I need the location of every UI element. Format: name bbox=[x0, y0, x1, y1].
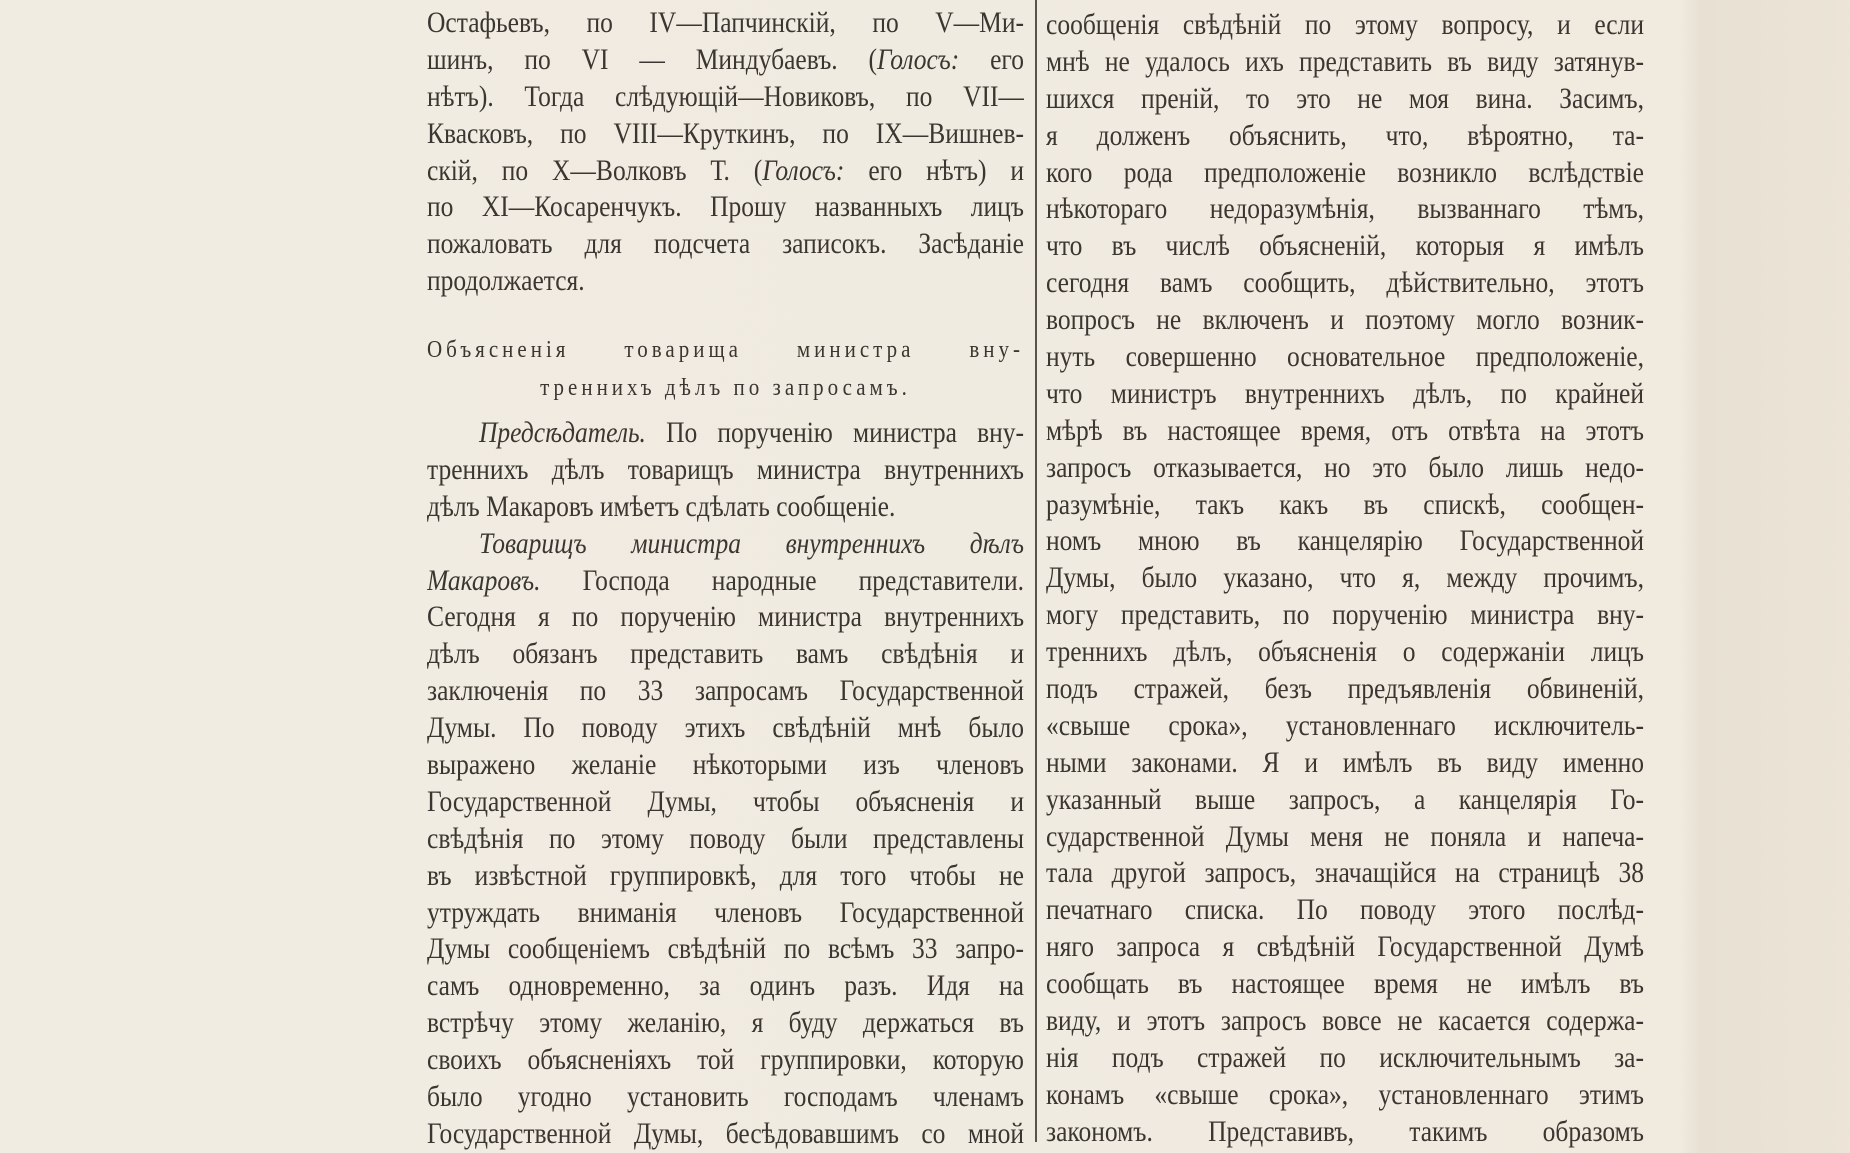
text-line-content bbox=[427, 79, 1024, 116]
text-line-content bbox=[427, 968, 1024, 1005]
text-line bbox=[1046, 560, 1644, 597]
text-line bbox=[1046, 413, 1644, 450]
text-segment: сообщать въ настоящее время не имѣлъ въ bbox=[1046, 966, 1644, 1001]
text-line bbox=[427, 1079, 1024, 1116]
text-segment: треннихъ дѣлъ по запросамъ. bbox=[540, 373, 911, 401]
text-line-content bbox=[1046, 745, 1644, 782]
text-line-content bbox=[427, 1005, 1024, 1042]
text-line bbox=[1046, 118, 1644, 155]
text-line-content bbox=[1046, 819, 1644, 856]
text-segment: было угодно установить господамъ членамъ bbox=[427, 1079, 1024, 1113]
text-segment: сообщенія свѣдѣній по этому вопросу, и если bbox=[1046, 7, 1644, 41]
text-line bbox=[427, 263, 1024, 300]
text-segment: я долженъ объяснить, что, вѣроятно, та- bbox=[1046, 118, 1644, 152]
text-line-content bbox=[427, 563, 1024, 600]
text-segment: нѣтъ). Тогда слѣдующій—Новиковъ, по VII— bbox=[427, 79, 1024, 113]
text-line bbox=[427, 42, 1024, 79]
text-line bbox=[1046, 1040, 1644, 1077]
text-line-content bbox=[427, 1042, 1024, 1079]
text-line bbox=[1046, 228, 1644, 265]
text-segment: тала другой запросъ, значащійся на страницѣ 38 bbox=[1046, 856, 1644, 890]
text-segment: Остафьевъ, по IV—Папчинскій, по V—Ми- bbox=[427, 5, 1024, 39]
text-segment: закономъ. Представивъ, такимъ образомъ bbox=[1046, 1114, 1644, 1148]
text-line bbox=[427, 452, 1024, 489]
text-segment: скій, по X—Волковъ Т. ( bbox=[427, 153, 763, 187]
text-line bbox=[1046, 708, 1644, 745]
text-line bbox=[1046, 191, 1644, 228]
text-segment: дѣлъ обязанъ представить вамъ свѣдѣнія и bbox=[427, 637, 1024, 671]
text-segment: запросъ отказывается, но это было лишь недо- bbox=[1046, 450, 1644, 484]
text-line bbox=[1046, 929, 1644, 966]
text-line-content bbox=[427, 526, 1024, 563]
text-segment: что министръ внутреннихъ дѣлъ, по крайней bbox=[1046, 376, 1644, 410]
text-line-content bbox=[427, 858, 1024, 895]
text-segment: «свыше срока», установленнаго исключитель- bbox=[1046, 708, 1644, 742]
text-line bbox=[1046, 155, 1644, 192]
text-line-content bbox=[1046, 1077, 1644, 1114]
text-line bbox=[427, 563, 1024, 600]
text-line bbox=[427, 1042, 1024, 1079]
text-line-content bbox=[1046, 487, 1644, 524]
paragraph-continued-speech bbox=[1046, 7, 1644, 1151]
text-line-content bbox=[427, 116, 1024, 153]
text-segment: По порученію министра вну- bbox=[645, 415, 1024, 449]
text-segment: утруждать вниманія членовъ Государственной bbox=[427, 895, 1024, 929]
text-line bbox=[427, 116, 1024, 153]
text-line bbox=[427, 189, 1024, 226]
italic-speaker-text: Голосъ: bbox=[877, 42, 960, 76]
text-line-content bbox=[427, 1079, 1024, 1116]
text-segment: нія подъ стражей по исключительнымъ за- bbox=[1046, 1040, 1644, 1074]
text-segment: самъ одновременно, за одинъ разъ. Идя на bbox=[427, 969, 1024, 1003]
text-line bbox=[1046, 523, 1644, 560]
text-segment: дѣлъ Макаровъ имѣетъ сдѣлать сообщеніе. bbox=[427, 489, 896, 523]
text-line-content bbox=[427, 415, 1024, 452]
text-line bbox=[1046, 339, 1644, 376]
text-line-content bbox=[1046, 81, 1644, 118]
text-line-content bbox=[1046, 376, 1644, 413]
text-line-content bbox=[1046, 929, 1644, 966]
text-line bbox=[1046, 634, 1644, 671]
text-segment: нѣкотораго недоразумѣнія, вызваннаго тѣмъ, bbox=[1046, 192, 1644, 226]
text-line-content bbox=[1046, 560, 1644, 597]
text-segment: пожаловать для подсчета записокъ. Засѣданіе bbox=[427, 227, 1024, 261]
text-line-content bbox=[1046, 44, 1644, 81]
text-segment: встрѣчу этому желанію, я буду держаться въ bbox=[427, 1006, 1024, 1040]
text-line-content bbox=[1046, 1114, 1644, 1151]
text-segment: заключенія по 33 запросамъ Государственной bbox=[427, 674, 1024, 708]
text-segment: мѣрѣ въ настоящее время, отъ отвѣта на этотъ bbox=[1046, 413, 1644, 447]
text-line-content bbox=[427, 784, 1024, 821]
text-line bbox=[427, 79, 1024, 116]
text-segment: указанный выше запросъ, а канцелярія Го- bbox=[1046, 782, 1644, 816]
text-segment: мнѣ не удалось ихъ представить въ виду затянув- bbox=[1046, 44, 1644, 78]
text-segment: ными законами. Я и имѣлъ въ виду именно bbox=[1046, 745, 1644, 779]
text-segment: разумѣніе, такъ какъ въ спискѣ, сообщен- bbox=[1046, 487, 1644, 521]
section-heading bbox=[427, 330, 1024, 406]
text-line bbox=[1046, 44, 1644, 81]
text-line bbox=[427, 1005, 1024, 1042]
text-segment: его bbox=[959, 42, 1024, 76]
text-line-content bbox=[427, 710, 1024, 747]
text-line bbox=[1046, 745, 1644, 782]
text-line-content bbox=[427, 153, 1024, 190]
text-line-content bbox=[427, 189, 1024, 226]
text-segment: своихъ объясненіяхъ той группировки, которую bbox=[427, 1042, 1024, 1077]
text-segment: номъ мною въ канцелярію Государственной bbox=[1046, 524, 1644, 558]
text-line bbox=[1046, 487, 1644, 524]
text-line bbox=[427, 153, 1024, 190]
text-line bbox=[427, 858, 1024, 895]
text-segment: Государственной Думы, бесѣдовавшимъ со мной bbox=[427, 1116, 1024, 1150]
text-line-content bbox=[1046, 892, 1644, 929]
text-segment: по XI—Косаренчукъ. Прошу названныхъ лицъ bbox=[427, 190, 1024, 224]
text-segment: Объясненія товарища министра вну- bbox=[427, 335, 1024, 363]
text-line-content bbox=[427, 931, 1024, 968]
text-line bbox=[1046, 966, 1644, 1003]
paragraph-makarov-speech bbox=[427, 415, 1024, 1153]
text-line-content bbox=[1046, 191, 1644, 228]
text-line bbox=[427, 784, 1024, 821]
text-line bbox=[427, 710, 1024, 747]
text-segment: Квасковъ, по VIII—Круткинъ, по IX—Вишнев- bbox=[427, 116, 1024, 150]
text-line bbox=[1046, 1003, 1644, 1040]
text-line bbox=[427, 330, 1024, 368]
text-line-content bbox=[427, 599, 1024, 636]
italic-speaker-text: Предсѣдатель. bbox=[479, 415, 646, 449]
text-line bbox=[1046, 782, 1644, 819]
text-line bbox=[1046, 376, 1644, 413]
text-segment: въ извѣстной группировкѣ, для того чтобы не bbox=[427, 858, 1024, 892]
text-line bbox=[1046, 1077, 1644, 1114]
text-line-content bbox=[1046, 265, 1644, 302]
text-line bbox=[427, 368, 1024, 406]
text-segment: вопросъ не включенъ и поэтому могло возник- bbox=[1046, 302, 1644, 337]
text-line bbox=[427, 747, 1024, 784]
text-line bbox=[1046, 7, 1644, 44]
text-line-content bbox=[1046, 634, 1644, 671]
text-segment: Думы. По поводу этихъ свѣдѣній мнѣ было bbox=[427, 710, 1024, 745]
text-line-content bbox=[1046, 302, 1644, 339]
text-line bbox=[427, 931, 1024, 968]
text-line bbox=[427, 1116, 1024, 1153]
text-line-content bbox=[427, 5, 1024, 42]
text-segment: Думы, было указано, что я, между прочимъ, bbox=[1046, 561, 1644, 595]
text-segment: няго запроса я свѣдѣній Государственной Думѣ bbox=[1046, 930, 1644, 964]
text-segment: Государственной Думы, чтобы объясненія и bbox=[427, 784, 1024, 818]
text-line-content bbox=[427, 330, 1024, 368]
text-line-content bbox=[1046, 671, 1644, 708]
text-line bbox=[1046, 450, 1644, 487]
text-segment: треннихъ дѣлъ товарищъ министра внутреннихъ bbox=[427, 452, 1024, 486]
text-line bbox=[1046, 597, 1644, 634]
text-line-content bbox=[1046, 118, 1644, 155]
text-line bbox=[427, 526, 1024, 563]
text-line-content bbox=[1046, 855, 1644, 892]
text-line-content bbox=[1046, 597, 1644, 634]
text-line-content bbox=[1046, 7, 1644, 44]
italic-speaker-text: Голосъ: bbox=[762, 153, 845, 187]
text-line-content bbox=[1046, 782, 1644, 819]
text-segment: треннихъ дѣлъ, объясненія о содержаніи лицъ bbox=[1046, 634, 1644, 669]
text-line bbox=[427, 226, 1024, 263]
text-segment: Сегодня я по порученію министра внутреннихъ bbox=[427, 600, 1024, 634]
text-segment: сударственной Думы меня не поняла и напеча- bbox=[1046, 819, 1644, 853]
text-line bbox=[1046, 265, 1644, 302]
italic-speaker-text: Товарищъ министра внутреннихъ дѣлъ bbox=[479, 526, 1024, 560]
text-line bbox=[1046, 671, 1644, 708]
text-line bbox=[427, 489, 1024, 526]
text-line-content bbox=[1046, 450, 1644, 487]
text-line bbox=[1046, 819, 1644, 856]
text-line-content bbox=[1046, 155, 1644, 192]
text-line bbox=[427, 895, 1024, 932]
text-line-content bbox=[427, 747, 1024, 784]
text-line bbox=[427, 821, 1024, 858]
text-line-content bbox=[1046, 228, 1644, 265]
text-line-content bbox=[1046, 339, 1644, 376]
text-line-content bbox=[1046, 708, 1644, 745]
text-segment: свѣдѣнія по этому поводу были представлены bbox=[427, 821, 1024, 855]
text-line-content bbox=[427, 1116, 1024, 1153]
text-segment: продолжается. bbox=[427, 264, 585, 298]
text-line bbox=[1046, 302, 1644, 339]
text-line bbox=[1046, 1114, 1644, 1151]
text-segment: шихся преній, то это не моя вина. Засимъ, bbox=[1046, 81, 1644, 115]
text-segment: виду, и этотъ запросъ вовсе не касается содержа- bbox=[1046, 1003, 1644, 1037]
text-segment: конамъ «свыше срока», установленнаго этимъ bbox=[1046, 1077, 1644, 1111]
text-line-content bbox=[1046, 1003, 1644, 1040]
text-line-content bbox=[427, 226, 1024, 263]
text-segment: Господа народные представители. bbox=[540, 563, 1024, 597]
column-divider bbox=[1035, 0, 1037, 1142]
text-line bbox=[1046, 81, 1644, 118]
italic-speaker-text: Макаровъ. bbox=[427, 563, 541, 597]
text-segment: выражено желаніе нѣкоторыми изъ членовъ bbox=[427, 747, 1024, 781]
text-segment: сегодня вамъ сообщить, дѣйствительно, этотъ bbox=[1046, 266, 1644, 300]
text-line-content bbox=[427, 895, 1024, 932]
text-line-content bbox=[427, 489, 1024, 526]
text-segment: могу представить, по порученію министра вну- bbox=[1046, 598, 1644, 632]
text-line bbox=[427, 968, 1024, 1005]
text-line bbox=[427, 673, 1024, 710]
text-segment: Думы сообщеніемъ свѣдѣній по всѣмъ 33 запро- bbox=[427, 932, 1024, 966]
text-line-content bbox=[427, 673, 1024, 710]
text-line-content bbox=[1046, 413, 1644, 450]
text-line-content bbox=[427, 42, 1024, 79]
text-line bbox=[427, 415, 1024, 452]
text-line-content bbox=[427, 821, 1024, 858]
text-segment: подъ стражей, безъ предъявленія обвиненій, bbox=[1046, 671, 1644, 705]
text-line bbox=[1046, 892, 1644, 929]
text-line bbox=[427, 599, 1024, 636]
text-line bbox=[427, 5, 1024, 42]
text-line bbox=[1046, 855, 1644, 892]
text-segment: его нѣтъ) и bbox=[844, 153, 1024, 187]
text-segment: печатнаго списка. По поводу этого послѣд- bbox=[1046, 893, 1644, 927]
text-segment: что въ числѣ объясненій, которыя я имѣлъ bbox=[1046, 229, 1644, 263]
text-line-content bbox=[1046, 523, 1644, 560]
text-segment: нуть совершенно основательное предположеніе, bbox=[1046, 339, 1644, 373]
text-line-content bbox=[427, 452, 1024, 489]
text-line-content bbox=[427, 636, 1024, 673]
text-segment: кого рода предположеніе возникло вслѣдствіе bbox=[1046, 155, 1644, 189]
paragraph-roll-call bbox=[427, 5, 1024, 300]
text-line-content bbox=[1046, 1040, 1644, 1077]
text-segment: шинъ, по VI — Миндубаевъ. ( bbox=[427, 42, 878, 76]
text-line bbox=[427, 636, 1024, 673]
text-line-content bbox=[1046, 966, 1644, 1003]
text-line-content bbox=[427, 263, 1024, 300]
text-line-content bbox=[427, 368, 1024, 406]
